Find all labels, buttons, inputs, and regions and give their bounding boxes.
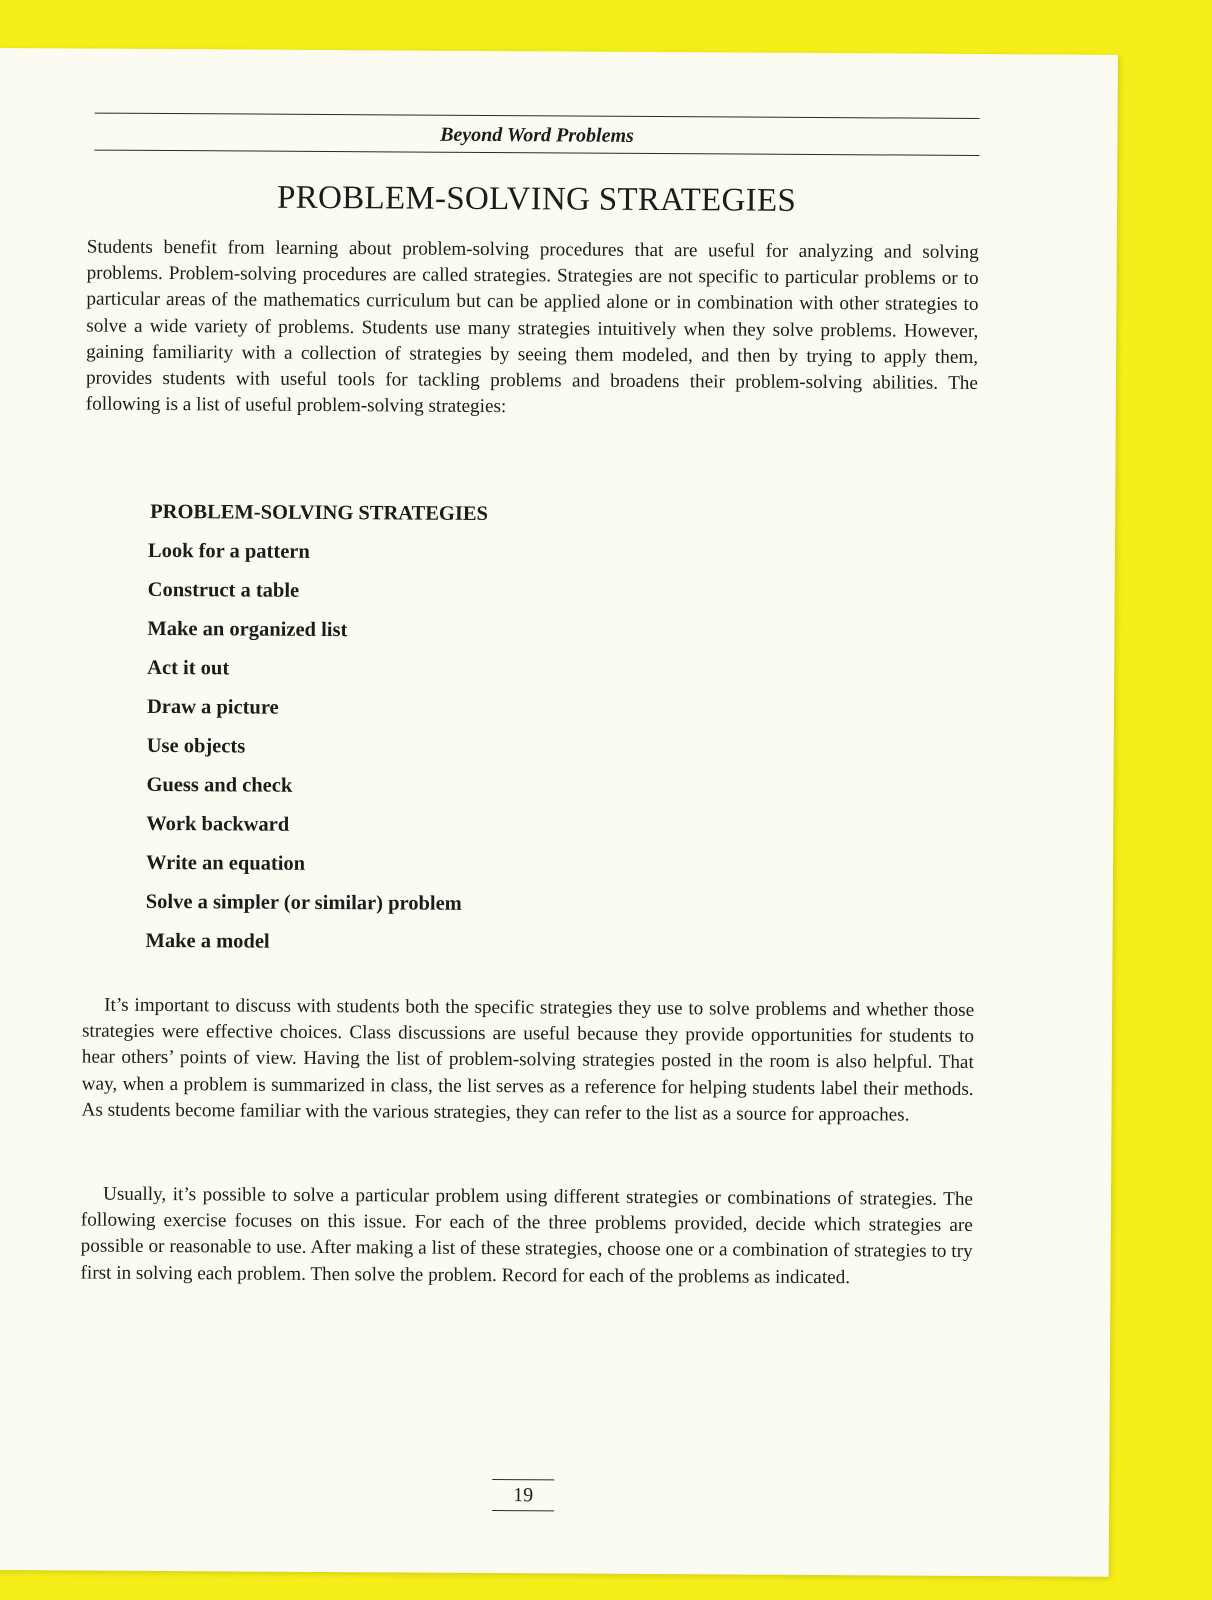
list-item: Make an organized list — [147, 617, 348, 642]
intro-paragraph: Students benefit from learning about problem-solving procedures that are useful for analyzing and solving problems. Problem-solving procedures are called strategies. Strategies are not specific to particular problems or to particular areas of the mathematics curriculum but can be applied alone or in combination with other strategies to solve a wide variety of problems. Students use many strategies intuitively when they solve problems. However, gaining familiarity with a collection of strategies by seeing them modeled, and then by trying to apply them, provides students with useful tools for tackling problems and broadens their problem-solving abilities. The following is a list of useful problem-solving strategies: — [85, 236, 979, 418]
list-item: Act it out — [147, 656, 230, 680]
list-item: Use objects — [146, 734, 246, 758]
discussion-paragraph: It’s important to discuss with students both the specific strategies they use to solve problems and whether those strategies were effective choices. Class discussions are useful because they provide opportunities for students to hear others’ points of view. Having the list of problem-solving strategies posted in the room is also helpful. That way, when a problem is summarized in class, the list serves as a reference for helping students label their methods. As students become familiar with the various strategies, they can refer to the list as a source for approaches. — [81, 994, 975, 1126]
list-item: Write an equation — [145, 851, 306, 875]
book-page — [0, 48, 1118, 1577]
list-item: Guess and check — [146, 773, 293, 797]
page-title: PROBLEM-SOLVING STRATEGIES — [276, 179, 797, 219]
list-item: Make a model — [145, 929, 270, 953]
strategy-list-heading: PROBLEM-SOLVING STRATEGIES — [150, 500, 489, 525]
exercise-paragraph: Usually, it’s possible to solve a particular problem using different strategies or combinations of strategies. The following exercise focuses on this issue. For each of the three problems provided, decide which strategies are possible or reasonable to use. After making a list of these strategies, choose one or a combination of strategies to try first in solving each problem. Then solve the problem. Record for each of the problems as indicated. — [80, 1183, 974, 1288]
list-item: Look for a pattern — [147, 539, 310, 563]
strategy-list — [145, 538, 464, 969]
running-head: Beyond Word Problems — [440, 123, 634, 147]
list-item: Solve a simpler (or similar) problem — [145, 890, 462, 915]
list-item: Draw a picture — [146, 695, 279, 719]
page-number: 19 — [492, 1479, 554, 1511]
header-rule-bottom — [94, 150, 979, 156]
list-item: Construct a table — [147, 578, 300, 602]
list-item: Work backward — [146, 812, 290, 836]
header-rule-top — [95, 113, 980, 119]
